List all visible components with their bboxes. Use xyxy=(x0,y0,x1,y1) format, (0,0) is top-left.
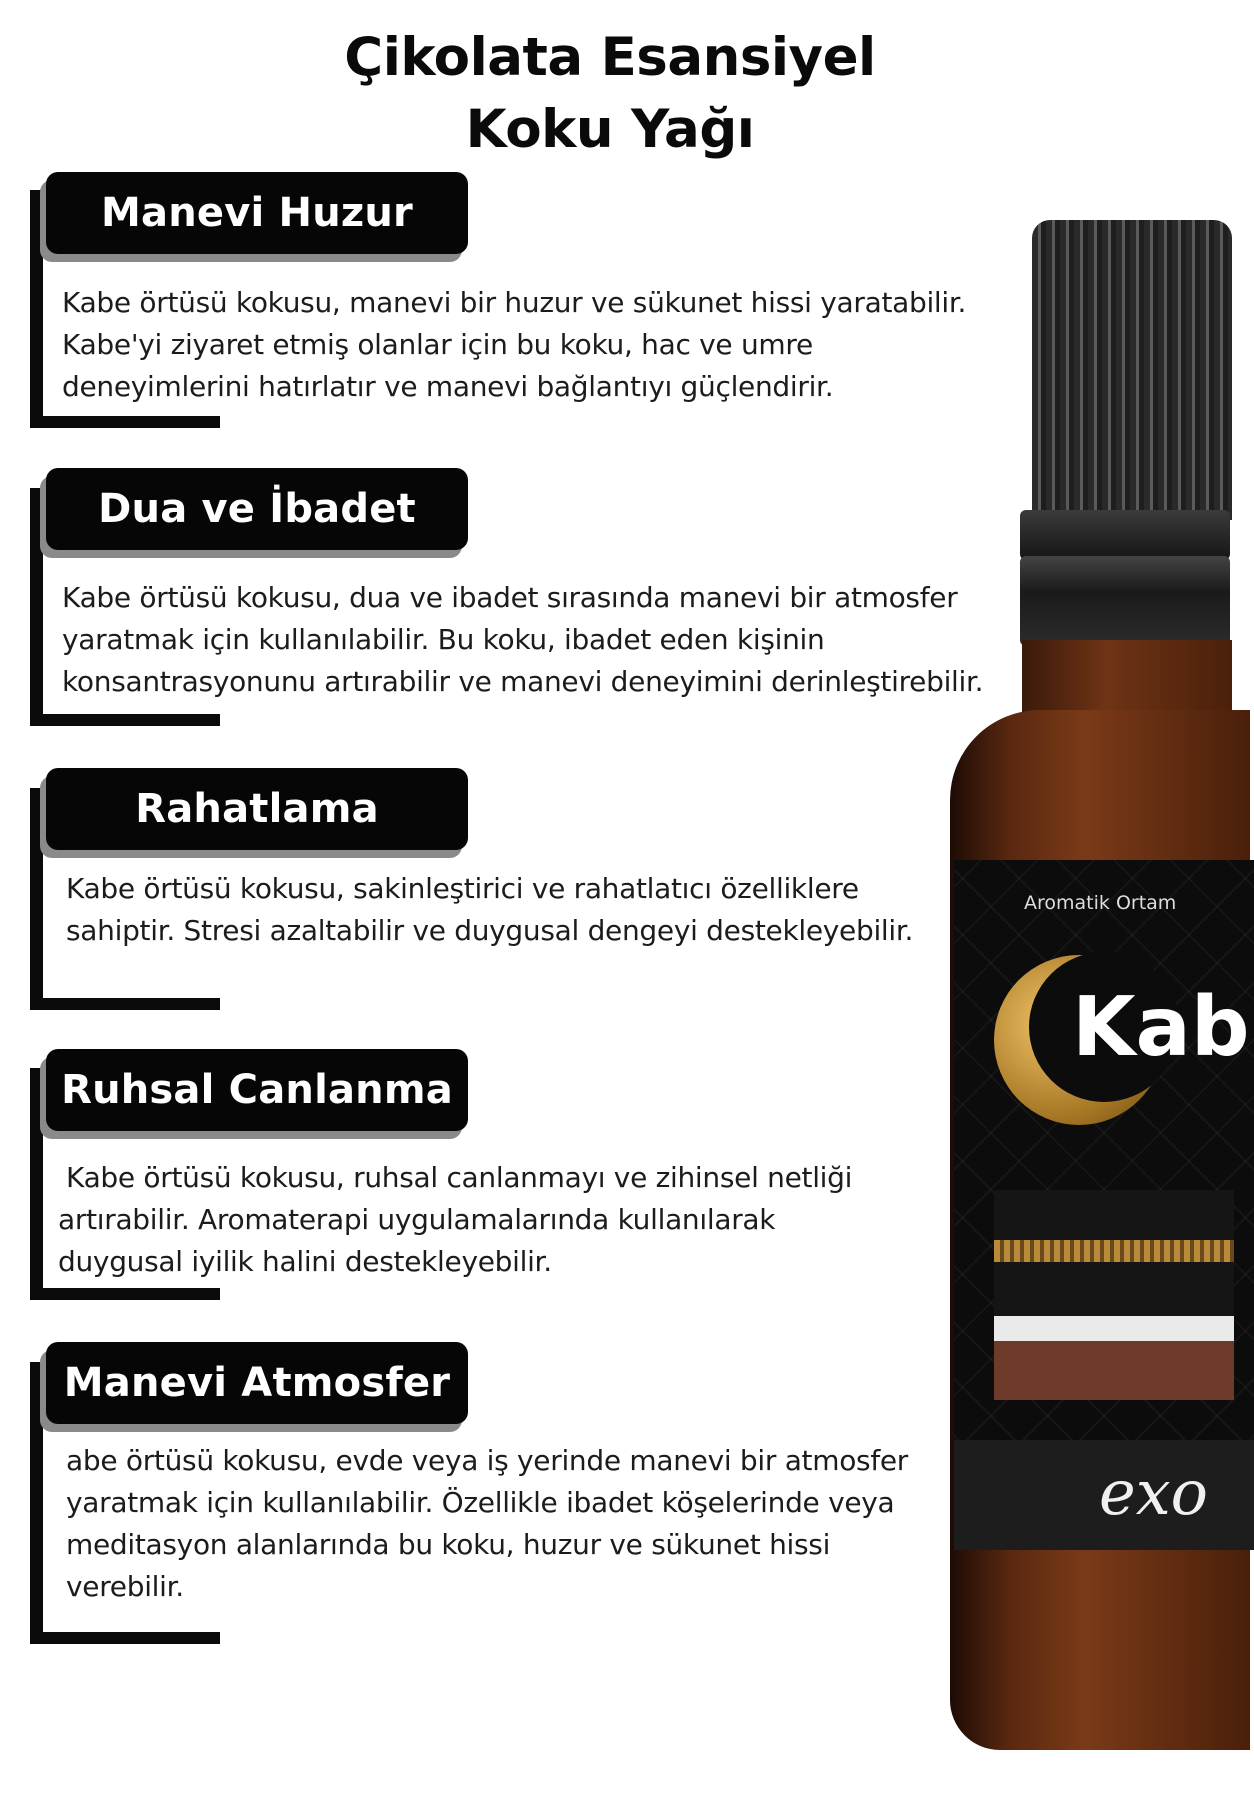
section-heading: Manevi Atmosfer xyxy=(46,1342,468,1424)
label-product-name: Kab xyxy=(1072,980,1250,1075)
title-line-2: Koku Yağı xyxy=(465,99,755,160)
section-heading: Dua ve İbadet xyxy=(46,468,468,550)
section-body xyxy=(66,868,1066,952)
body-line: deneyimlerini hatırlatır ve manevi bağlantıyı güçlendirir. xyxy=(62,370,834,403)
kaaba-gold-band xyxy=(994,1240,1234,1262)
brand-logo: exo xyxy=(1099,1456,1208,1529)
kaaba-illustration xyxy=(994,1190,1234,1400)
product-bottle-image xyxy=(950,210,1250,1750)
body-line: Kabe örtüsü kokusu, sakinleştirici ve rahatlatıcı özelliklere xyxy=(66,872,859,905)
body-line: konsantrasyonunu artırabilir ve manevi deneyimini derinleştirebilir. xyxy=(62,665,984,698)
body-line: meditasyon alanlarında bu koku, huzur ve sükunet hissi xyxy=(66,1528,831,1561)
body-line: abe örtüsü kokusu, evde veya iş yerinde manevi bir atmosfer xyxy=(66,1444,909,1477)
body-line: yaratmak için kullanılabilir. Özellikle ibadet köşelerinde veya xyxy=(66,1486,895,1519)
section-body xyxy=(62,577,1062,703)
section-heading: Rahatlama xyxy=(46,768,468,850)
body-line: artırabilir. Aromaterapi uygulamalarında kullanılarak xyxy=(58,1203,776,1236)
bottle-label xyxy=(954,860,1254,1550)
body-line: Kabe örtüsü kokusu, manevi bir huzur ve sükunet hissi yaratabilir. xyxy=(62,286,967,319)
body-line: Kabe örtüsü kokusu, ruhsal canlanmayı ve zihinsel netliği xyxy=(66,1161,853,1194)
page-title xyxy=(270,22,950,166)
body-line: Kabe'yi ziyaret etmiş olanlar için bu koku, hac ve umre xyxy=(62,328,813,361)
section-body xyxy=(62,282,1062,408)
body-line: yaratmak için kullanılabilir. Bu koku, ibadet eden kişinin xyxy=(62,623,825,656)
section-body xyxy=(58,1157,1058,1283)
body-line: duygusal iyilik halini destekleyebilir. xyxy=(58,1245,552,1278)
body-line: verebilir. xyxy=(66,1570,184,1603)
body-line: Kabe örtüsü kokusu, dua ve ibadet sırasında manevi bir atmosfer xyxy=(62,581,958,614)
section-heading: Manevi Huzur xyxy=(46,172,468,254)
title-line-1: Çikolata Esansiyel xyxy=(344,27,876,88)
body-line: sahiptir. Stresi azaltabilir ve duygusal dengeyi destekleyebilir. xyxy=(66,914,914,947)
label-subtitle: Aromatik Ortam xyxy=(1024,892,1177,914)
bottle-cap-ring xyxy=(1020,556,1230,646)
section-body xyxy=(66,1440,1066,1608)
section-heading: Ruhsal Canlanma xyxy=(46,1049,468,1131)
bottle-cap xyxy=(1032,220,1232,520)
bottle-cap-ring xyxy=(1020,510,1230,560)
